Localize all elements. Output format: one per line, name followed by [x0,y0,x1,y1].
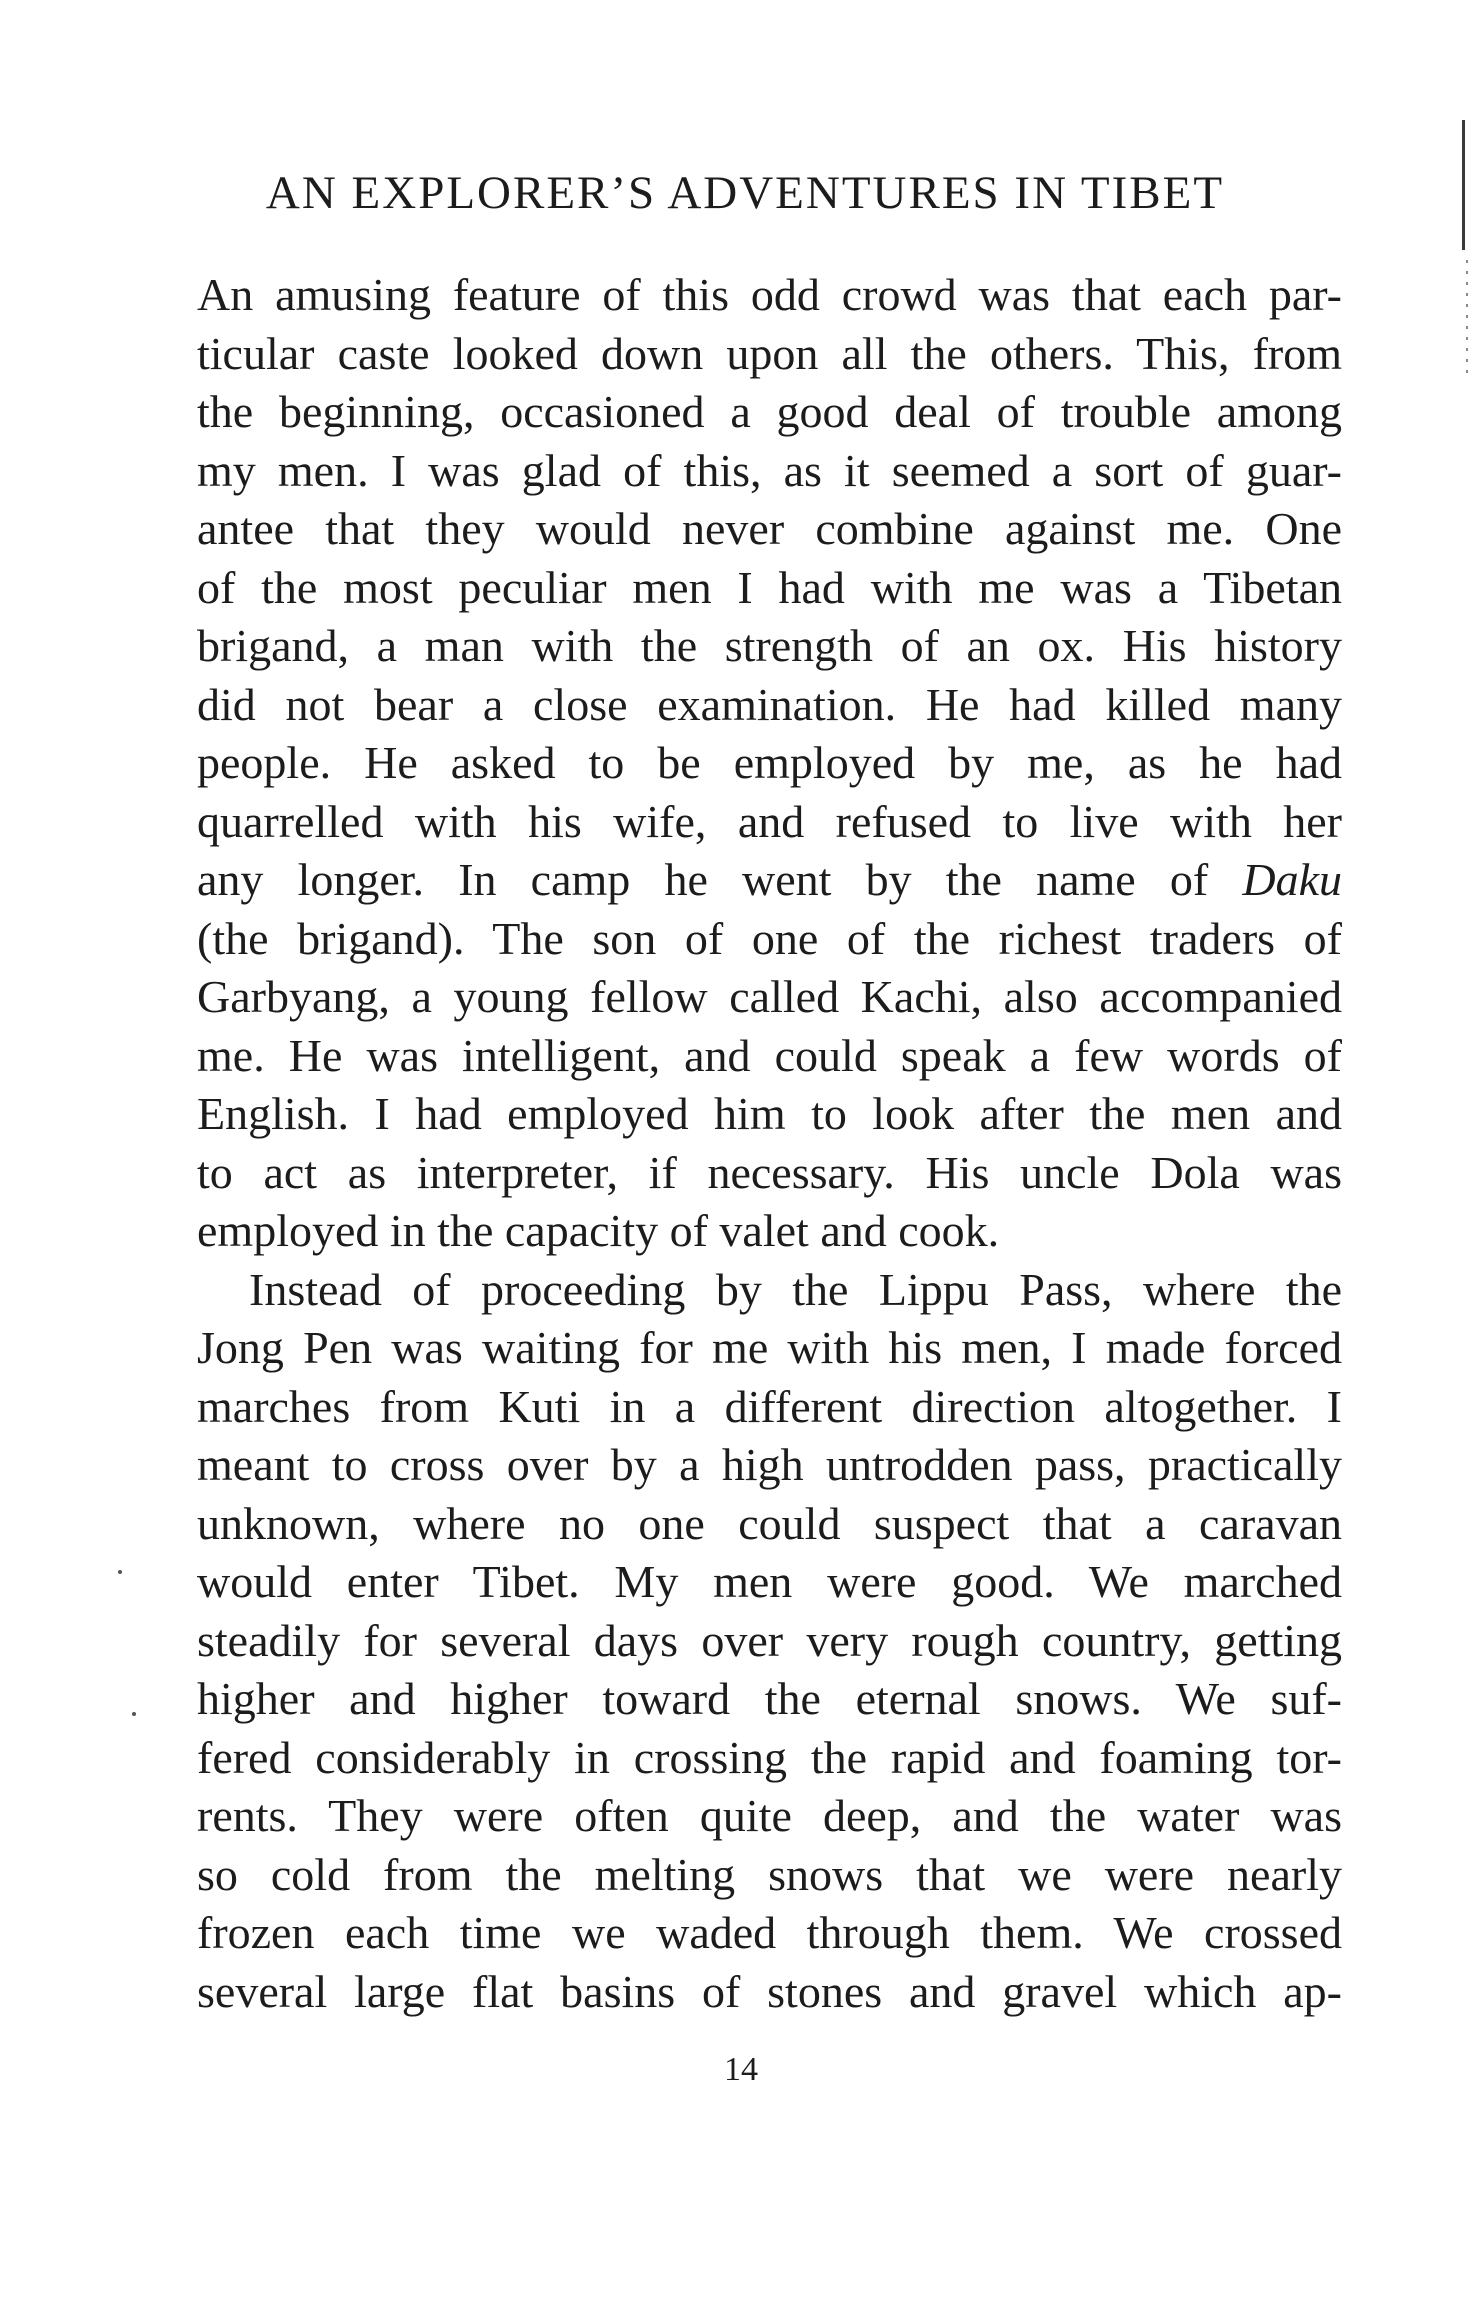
text-line-content: me. He was intelligent, and could speak a few words of [197,1029,1342,1081]
text-line-content: fered considerably in crossing the rapid and foaming tor- [197,1731,1342,1783]
scan-edge-dots [1466,260,1468,380]
running-head: AN EXPLORER’S ADVENTURES IN TIBET [265,167,1225,219]
text-line-content: people. He asked to be employed by me, as he had [197,737,1342,788]
text-line [197,1436,1342,1495]
page-number: 14 [724,2051,758,2088]
text-line [197,1612,1342,1671]
text-line-content: frozen each time we waded through them. We crossed [197,1907,1342,1958]
text-line-content: higher and higher toward the eternal snows. We suf- [197,1673,1342,1724]
text-line-content: of the most peculiar men I had with me was a Tibetan [197,561,1342,613]
text-line-content: English. I had employed him to look after the men and [197,1088,1342,1139]
text-line [197,968,1342,1027]
text-line [197,1378,1342,1437]
text-line-content: (the brigand). The son of one of the richest traders of [197,912,1342,964]
text-line-content: so cold from the melting snows that we were nearly [197,1848,1342,1900]
text-line [197,1261,1342,1320]
text-line [197,1553,1342,1612]
text-line-content: steadily for several days over very rough country, getting [197,1614,1342,1666]
text-line-content: An amusing feature of this odd crowd was that each par- [197,269,1342,320]
text-line [197,266,1342,325]
text-line-content: Jong Pen was waiting for me with his men, I made forced [197,1322,1342,1373]
text-line [197,617,1342,676]
text-line-content: brigand, a man with the strength of an ox. His history [197,620,1342,671]
text-line-content: quarrelled with his wife, and refused to live with her [197,795,1342,847]
text-line [197,559,1342,618]
stray-mark [118,1570,122,1574]
stray-mark [132,1712,136,1716]
text-line [197,676,1342,735]
text-line-content: would enter Tibet. My men were good. We marched [197,1556,1342,1607]
text-line-content: my men. I was glad of this, as it seemed a sort of guar- [197,444,1342,496]
text-line-content: did not bear a close examination. He had killed many [197,678,1342,730]
text-line [197,383,1342,442]
text-line-content: employed in the capacity of valet and cook. [197,1205,1000,1256]
italic-word: Daku [1242,854,1342,905]
text-line-content: to act as interpreter, if necessary. His uncle Dola was [197,1146,1342,1198]
body-text [197,266,1342,2021]
text-line [197,793,1342,852]
text-line [197,1027,1342,1086]
text-line [197,1319,1342,1378]
text-line [197,1202,1342,1261]
text-line-content: antee that they would never combine against me. One [197,503,1342,554]
text-line-content: unknown, where no one could suspect that a caravan [197,1497,1342,1549]
text-line-content: any longer. In camp he went by the name of [197,854,1209,905]
text-line-content: Instead of proceeding by the Lippu Pass, where the [249,1263,1342,1315]
text-line-content: marches from Kuti in a different direction altogether. I [197,1380,1342,1432]
text-line-content: rents. They were often quite deep, and the water was [197,1790,1342,1841]
text-line [197,442,1342,501]
text-line [197,910,1342,969]
text-line-content: meant to cross over by a high untrodden pass, practically [197,1439,1342,1490]
text-line [197,734,1342,793]
text-line [197,1904,1342,1963]
text-line [197,1729,1342,1788]
text-line [197,1963,1342,2022]
text-line-content: ticular caste looked down upon all the others. This, from [197,327,1342,379]
scan-edge-mark [1462,120,1465,250]
text-line [197,851,1342,910]
text-line [197,1787,1342,1846]
text-line [197,1495,1342,1554]
text-line-content: the beginning, occasioned a good deal of trouble among [197,386,1342,437]
text-line [197,500,1342,559]
text-line [197,1846,1342,1905]
text-line-content: Garbyang, a young fellow called Kachi, also accompanied [197,971,1342,1022]
text-line [197,1085,1342,1144]
text-line [197,1670,1342,1729]
text-line [197,325,1342,384]
text-line [197,1144,1342,1203]
text-line-content: several large flat basins of stones and gravel which ap- [197,1965,1342,2017]
